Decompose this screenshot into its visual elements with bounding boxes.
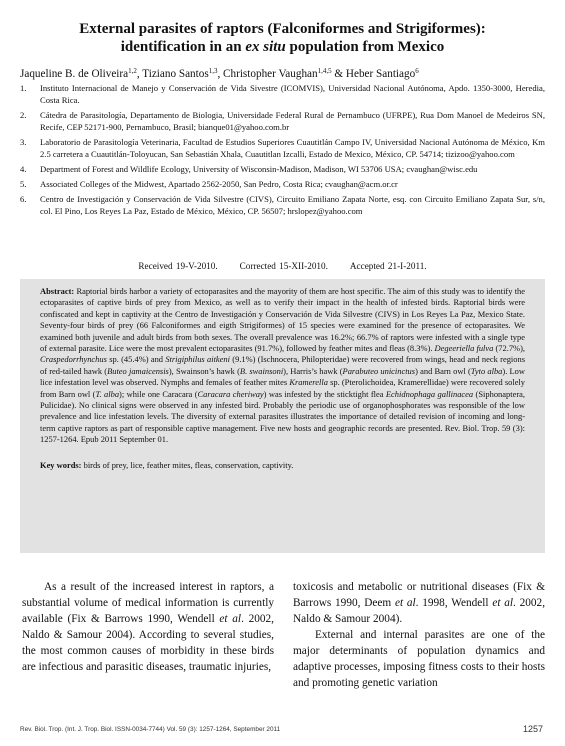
affiliation-text: Associated Colleges of the Midwest, Apartado 2562-2050, San Pedro, Costa Rica; cvaughan@acm.or.cr xyxy=(40,178,398,189)
affiliation-text: Department of Forest and Wildlife Ecology, University of Wisconsin-Madison, Madison, WI 53706 USA; cvaughan@wisc.edu xyxy=(40,164,478,174)
body-run: . 2002, Naldo & Samour 2004). xyxy=(293,597,546,625)
body-italic: et al xyxy=(394,597,416,609)
body-paragraph xyxy=(22,579,274,675)
abstract-taxon: B. swainsoni xyxy=(239,365,284,376)
article-title xyxy=(22,20,543,56)
keywords-text: birds of prey, lice, feather mites, fleas, conservation, captivity. xyxy=(81,459,294,470)
author-separator: , xyxy=(217,68,224,80)
abstract-taxon: Parabuteo unicinctus xyxy=(342,365,416,376)
abstract-taxon: T. alba xyxy=(95,388,120,399)
author-name: Tiziano Santos xyxy=(142,68,209,80)
affiliation-text: Centro de Investigación y Conservación de Vida Silvestre (CIVS), Circuito Emiliano Zapata Norte, esq. con Circuito Emiliano Zapata Sur, s/n, col. El Pino, Los Reyes La Paz, Estado de México, México, CP. 56507; hrslopez@yahoo.com xyxy=(40,193,545,216)
abstract-run: (72.7%), xyxy=(493,343,525,354)
author-affil-sup: 1,2 xyxy=(128,67,137,75)
affiliation-list xyxy=(20,82,545,220)
author-separator: & xyxy=(331,68,346,80)
body-run: . 1998, Wendell xyxy=(415,597,493,609)
title-line-2-post: population from Mexico xyxy=(285,39,445,55)
author-affil-sup: 6 xyxy=(415,67,419,75)
title-line-1: External parasites of raptors (Falconiformes and Strigiformes): xyxy=(79,21,486,37)
author-affil-sup: 1,3 xyxy=(208,67,218,75)
abstract-run: ). Low lice infestation level was observed. Nymphs and females of feather mites xyxy=(40,365,525,388)
body-run: toxicosis and metabolic or nutritional diseases (Fix & Barrows 1990, Deem xyxy=(293,581,545,609)
abstract-run: (Siphonaptera, Pulicidae). No clinical signs were observed in any infested bird. Probably the periodic use of organophosphorates was responsible of the low prevalence and lice infestation levels. The diversity of external parasites illustrates the importance of detailed revision of incoming and long-term captive raptors as part of responsible captive management. Five new hosts and geographic records are presented. Rev. Biol. Trop. 59 (3): 1257-1264. Epub 2011 September 01. xyxy=(40,388,525,445)
abstract-taxon: Degeeriella fulva xyxy=(434,343,494,354)
affiliation-item xyxy=(20,193,545,217)
abstract-taxon: Craspedorrhynchus xyxy=(40,354,107,365)
affiliation-text: Cátedra de Parasitología, Departamento de Biologia, Universidade Federal Rural de Pernambuco (UFRPE), Rua Dom Manoel de Medeiros SN, Recife, CEP 52171-900, Pernambuco, Brasil; bianque01@yahoo.com.br xyxy=(40,110,545,133)
abstract-run: ); while one Caracara ( xyxy=(119,388,198,399)
abstract-taxon: Kramerella xyxy=(289,377,328,388)
received-date: Received 19-V-2010. xyxy=(138,261,218,271)
affiliation-item xyxy=(20,82,545,106)
affiliation-item xyxy=(20,163,545,175)
affiliation-number: 6. xyxy=(20,193,27,204)
affiliation-number: 2. xyxy=(20,110,27,120)
abstract-text xyxy=(40,286,525,446)
abstract-run: ), Harris’s hawk ( xyxy=(283,365,343,376)
author-name: Christopher Vaughan xyxy=(223,68,318,80)
abstract-run: ) was infested by the sticktight flea xyxy=(263,388,386,399)
affiliation-number: 1. xyxy=(20,83,27,93)
affiliation-number: 4. xyxy=(20,164,27,174)
abstract-run: sp. (45.4%) and xyxy=(106,354,166,365)
body-run: As a result of the increased interest in raptors, a substantial volume of medical information is currently available (Fix & Barrows 1990, Wendell xyxy=(22,581,274,625)
author-name: Jaqueline B. de Oliveira xyxy=(20,68,129,80)
body-run: . 2002, Naldo & Samour 2004). According to several studies, the most common causes of morbidity in these birds are infectious and parasitic diseases, traumatic injuries, xyxy=(22,613,274,673)
affiliation-number: 3. xyxy=(20,137,27,147)
abstract-label: Abstract: xyxy=(40,286,75,296)
accepted-date: Accepted 21-I-2011. xyxy=(349,261,427,271)
affiliation-text: Instituto Internacional de Manejo y Conservación de Vida Sivestre (ICOMVIS), Universidad Nacional Autónoma, Apdo. 1350-3000, Heredia, Costa Rica. xyxy=(40,83,545,106)
abstract-box xyxy=(20,279,545,553)
title-line-2-pre: identification in an xyxy=(120,39,246,55)
author-list xyxy=(20,67,550,81)
affiliation-item xyxy=(20,178,545,190)
author-affil-sup: 1,4,5 xyxy=(317,67,332,75)
author-separator: , xyxy=(136,68,143,80)
abstract-run: (9.1%) (Ischnocera, Philopteridae) were recovered from wings, head and neck regions of red-tailed hawk ( xyxy=(40,354,525,376)
body-italic: et al xyxy=(492,597,514,609)
affiliation-text: Laboratorio de Parasitología Veterinaria, Facultad de Estudios Superiores Cuautitlán Campo IV, Universidad Nacional Autónoma de México, Km 2.5 carretera a Cuautitlán-Toloyucan, San Sebastián Xhala, Cuautitlan Izcalli, Estado de Mexico, México, CP. 54714; tizizoo@yahoo.com xyxy=(40,137,545,160)
abstract-taxon: Tyto alba xyxy=(470,365,503,376)
keywords-label: Key words: xyxy=(40,459,82,470)
abstract-run: ) and Barn owl ( xyxy=(415,365,471,376)
abstract-run: ), Swainson’s hawk ( xyxy=(168,365,240,376)
body-column-right xyxy=(293,579,545,691)
body-column-left xyxy=(22,579,274,675)
affiliation-number: 5. xyxy=(20,178,27,189)
affiliation-item xyxy=(20,109,545,133)
submission-dates xyxy=(0,260,565,272)
abstract-run: sp. (Pterolichoidea, Kramerellidae) were recovered solely from Barn owl ( xyxy=(40,377,525,399)
author-name: Heber Santiago xyxy=(345,68,416,80)
corrected-date: Corrected 15-XII-2010. xyxy=(239,261,328,271)
abstract-taxon: Caracara cheriway xyxy=(197,388,264,399)
body-italic: et al xyxy=(219,613,242,625)
abstract-taxon: Strigiphilus aitkeni xyxy=(165,354,230,365)
abstract-taxon: Buteo jamaicensis xyxy=(107,365,169,376)
abstract-taxon: Echidnophaga gallinacea xyxy=(385,388,474,399)
keywords xyxy=(40,460,525,471)
abstract-run: Raptorial birds harbor a variety of ectoparasites and the mayority of them are host specific. The aim of this study was to identify the ectoparasites of captive birds of prey from Mexico, as well as to verify their impact in the health of infested birds. Raptorial birds were confiscated and kept in captivity at the Centro de Investigación y Conservación de Vida Silvestre (CIVS) in Los Reyes La Paz, Mexico State. Seventy-four birds of prey (66 Falconiformes and eigth Strigiformes) of 15 species were examined for the presence of ectoparasites. We examined both juvenile and adult birds from both sexes. The overall prevalence was 16.2%; 66.7% of raptors were infested with a single type of external parasite. Lice were the most prevalent ectoparasites (91.7%), followed by feather mites and fleas (8.3%). xyxy=(40,286,525,354)
body-paragraph: External and internal parasites are one of the major determinants of population dynamics and adaptive processes, imposing fitness costs to their hosts and promoting genetic variation xyxy=(293,629,545,689)
affiliation-item xyxy=(20,136,545,160)
body-paragraph xyxy=(293,579,545,627)
page-number: 1257 xyxy=(522,724,543,734)
title-line-2-italic: ex situ xyxy=(245,39,286,55)
journal-citation-footer: Rev. Biol. Trop. (Int. J. Trop. Biol. ISSN-0034-7744) Vol. 59 (3): 1257-1264, September 2011 xyxy=(20,726,281,733)
